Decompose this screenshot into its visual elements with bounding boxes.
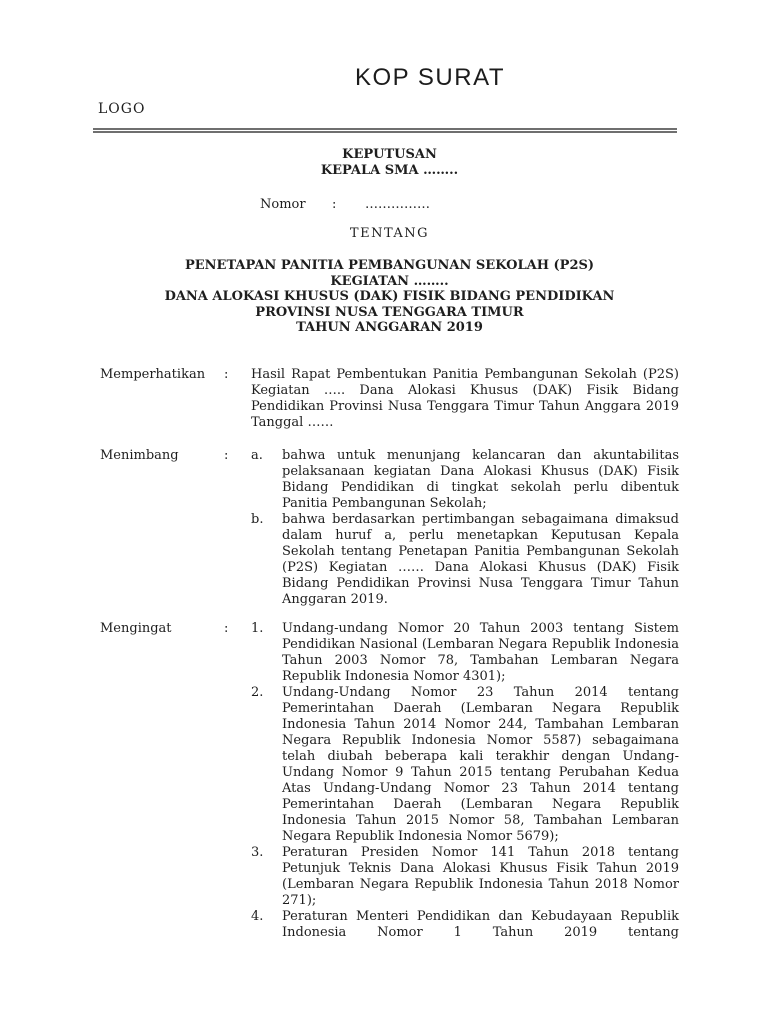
section-colon-mengingat: : — [224, 620, 229, 636]
decree-title-line-1: PENETAPAN PANITIA PEMBANGUNAN SEKOLAH (P2S) — [184, 258, 595, 273]
nomor-label: Nomor — [260, 197, 306, 212]
decree-title-line-4: PROVINSI NUSA TENGGARA TIMUR — [255, 304, 524, 320]
decree-heading-kepala-sma: KEPALA SMA …….. — [320, 162, 459, 178]
letterhead-title: KOP SURAT — [355, 64, 505, 91]
nomor-value-dots: …………… — [365, 197, 430, 212]
letterhead-logo-placeholder: LOGO — [98, 101, 146, 117]
mengingat-items — [251, 621, 679, 941]
list-item — [251, 909, 679, 941]
list-item-marker: 2. — [251, 684, 264, 700]
list-item — [251, 512, 679, 608]
list-item-text: bahwa untuk menunjang kelancaran dan akuntabilitas pelaksanaan kegiatan Dana Alokasi Khusus (DAK) Fisik Bidang Pendidikan di tingkat sekolah perlu dibentuk Panitia Pembangunan Sekolah; — [282, 447, 679, 511]
section-memperhatikan — [100, 367, 679, 431]
letterhead-divider — [93, 128, 677, 133]
section-menimbang — [100, 448, 679, 608]
list-item-text: Peraturan Presiden Nomor 141 Tahun 2018 tentang Petunjuk Teknis Dana Alokasi Khusus Fisik Tahun 2019 (Lembaran Negara Republik Indonesia Tahun 2018 Nomor 271); — [282, 844, 679, 908]
section-colon-memperhatikan: : — [224, 366, 229, 382]
decree-title-line-2: KEGIATAN …….. — [330, 273, 449, 289]
decree-title-line-3: DANA ALOKASI KHUSUS (DAK) FISIK BIDANG PENDIDIKAN — [164, 289, 615, 304]
list-item-text: Undang-Undang Nomor 23 Tahun 2014 tentang Pemerintahan Daerah (Lembaran Negara Republik Indonesia Tahun 2014 Nomor 244, Tambahan Lembaran Negara Republik Indonesia Nomor 5587) sebagaimana telah diubah beberapa kali terakhir dengan Undang-Undang Nomor 9 Tahun 2015 tentang Perubahan Kedua Atas Undang-Undang Nomor 23 Tahun 2014 tentang Pemerintahan Daerah (Lembaran Negara Republik Indonesia Tahun 2015 Nomor 58, Tambahan Lembaran Negara Republik Indonesia Nomor 5679); — [282, 684, 679, 844]
list-item — [251, 685, 679, 845]
list-item-text: Undang-undang Nomor 20 Tahun 2003 tentang Sistem Pendidikan Nasional (Lembaran Negara Republik Indonesia Tahun 2003 Nomor 78, Tambahan Lembaran Negara Republik Indonesia Nomor 4301); — [282, 620, 679, 684]
section-mengingat — [100, 621, 679, 941]
section-label-memperhatikan: Memperhatikan — [100, 366, 206, 382]
list-item — [251, 845, 679, 909]
section-label-menimbang: Menimbang — [100, 447, 179, 463]
tentang-label: TENTANG — [349, 226, 430, 241]
document-body — [100, 147, 679, 941]
section-label-mengingat: Mengingat — [100, 620, 172, 636]
list-item-marker: 1. — [251, 620, 264, 636]
list-item-marker: b. — [251, 511, 264, 527]
menimbang-items — [251, 448, 679, 608]
list-item-marker: a. — [251, 447, 263, 463]
list-item-marker: 3. — [251, 844, 264, 860]
decree-heading-keputusan: KEPUTUSAN — [342, 147, 437, 162]
list-item — [251, 448, 679, 512]
nomor-row — [260, 197, 679, 213]
memperhatikan-paragraph: Hasil Rapat Pembentukan Panitia Pembangunan Sekolah (P2S) Kegiatan ….. Dana Alokasi Khusus (DAK) Fisik Bidang Pendidikan Provinsi Nusa Tenggara Timur Tahun Anggara 2019 Tanggal …… — [251, 366, 679, 430]
list-item-text: bahwa berdasarkan pertimbangan sebagaimana dimaksud dalam huruf a, perlu menetapkan Keputusan Kepala Sekolah tentang Penetapan Panitia Pembangunan Sekolah (P2S) Kegiatan …… Dana Alokasi Khusus (DAK) Fisik Bidang Pendidikan Provinsi Nusa Tenggara Timur Tahun Anggaran 2019. — [282, 511, 679, 607]
list-item — [251, 621, 679, 685]
decree-title-block — [100, 258, 679, 336]
decree-title-line-5: TAHUN ANGGARAN 2019 — [296, 320, 483, 335]
section-colon-menimbang: : — [224, 447, 229, 463]
nomor-colon: : — [332, 197, 337, 212]
list-item-text: Peraturan Menteri Pendidikan dan Kebudayaan Republik Indonesia Nomor 1 Tahun 2019 tentang — [282, 908, 679, 940]
list-item-marker: 4. — [251, 908, 264, 924]
